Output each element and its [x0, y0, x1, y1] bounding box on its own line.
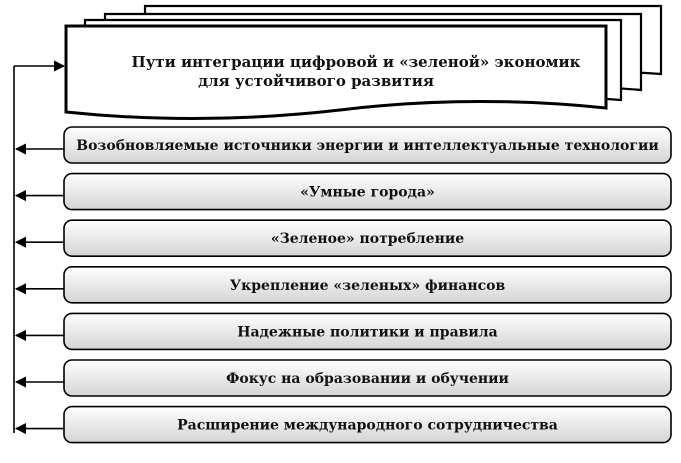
item-box-3 — [64, 220, 671, 256]
connector-group — [14, 66, 64, 433]
item-label: Надежные политики и правила — [237, 324, 498, 341]
item-box-1 — [64, 127, 671, 163]
item-box-4 — [64, 267, 671, 303]
title-line-2: для устойчивого развития — [198, 72, 434, 90]
connector-arrows — [16, 149, 64, 429]
item-box-2 — [64, 174, 671, 210]
item-list — [64, 127, 671, 443]
title-stack — [66, 6, 661, 119]
item-label: «Умные города» — [300, 184, 435, 201]
item-box-6 — [64, 360, 671, 396]
item-label: Фокус на образовании и обучении — [226, 371, 509, 387]
item-box-7 — [64, 407, 671, 443]
item-label: Возобновляемые источники энергии и интеллектуальные технологии — [76, 138, 659, 154]
item-box-5 — [64, 313, 671, 349]
item-label: «Зеленое» потребление — [270, 231, 465, 248]
item-label: Укрепление «зеленых» финансов — [229, 277, 506, 294]
item-label: Расширение международного сотрудничества — [177, 417, 558, 434]
title-line-1: Пути интеграции цифровой и «зеленой» экономик — [131, 53, 581, 71]
